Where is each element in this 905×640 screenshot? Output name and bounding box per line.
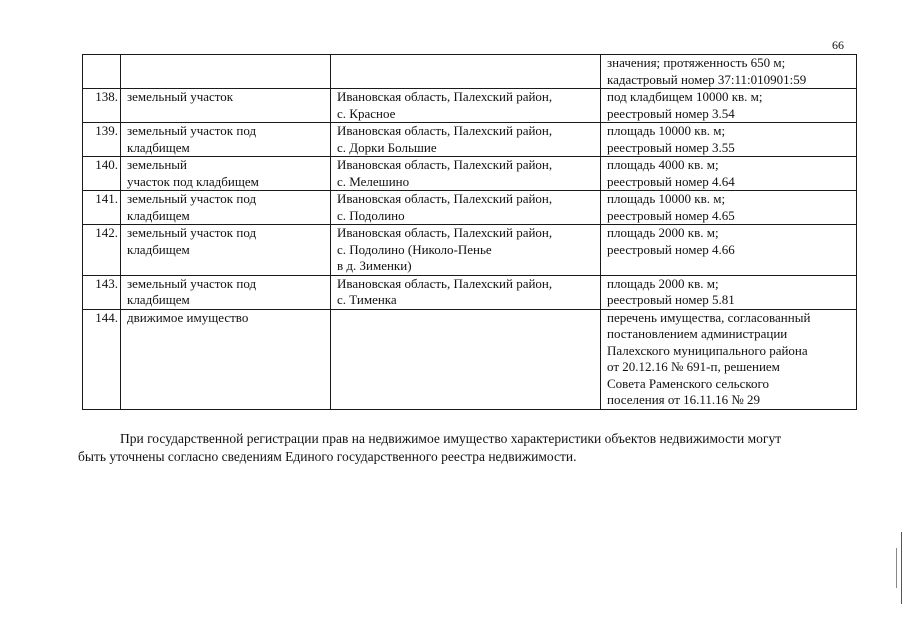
row-number [83,55,121,89]
table-row [83,191,857,225]
table-row [83,123,857,157]
object-address: Ивановская область, Палехский район, с. Красное [331,89,601,123]
footer-line-1: При государственной регистрации прав на недвижимое имущество характеристики объектов недвижимости могут [120,431,782,446]
object-address [331,309,601,409]
object-details: площадь 4000 кв. м; реестровый номер 4.64 [601,157,857,191]
scan-edge-mark [901,532,902,604]
object-details: под кладбищем 10000 кв. м; реестровый номер 3.54 [601,89,857,123]
object-details: площадь 10000 кв. м; реестровый номер 4.65 [601,191,857,225]
row-number: 140. [83,157,121,191]
object-details: площадь 2000 кв. м; реестровый номер 4.66 [601,225,857,276]
row-number: 144. [83,309,121,409]
object-address: Ивановская область, Палехский район, с. Подолино (Николо-Пенье в д. Зименки) [331,225,601,276]
object-details: значения; протяженность 650 м; кадастровый номер 37:11:010901:59 [601,55,857,89]
scan-edge-mark [896,548,897,588]
object-address: Ивановская область, Палехский район, с. Тименка [331,275,601,309]
object-details: площадь 2000 кв. м; реестровый номер 5.81 [601,275,857,309]
table-row [83,157,857,191]
object-name: земельный участок под кладбищем [121,123,331,157]
footer-line-2: быть уточнены согласно сведениям Единого государственного реестра недвижимости. [78,449,577,464]
row-number: 139. [83,123,121,157]
object-name: земельный участок [121,89,331,123]
object-name: движимое имущество [121,309,331,409]
object-name: земельный участок под кладбищем [121,225,331,276]
row-number: 141. [83,191,121,225]
page-number: 66 [832,38,844,52]
table-row [83,89,857,123]
object-name: земельный участок под кладбищем [121,191,331,225]
row-number: 142. [83,225,121,276]
table-row [83,309,857,409]
object-details: перечень имущества, согласованный постановлением администрации Палехского муниципального района от 20.12.16 № 691-п, решением Совета Раменского сельского поселения от 16.11.16 № 29 [601,309,857,409]
object-address [331,55,601,89]
property-registry-table [82,54,857,410]
object-address: Ивановская область, Палехский район, с. Дорки Большие [331,123,601,157]
object-address: Ивановская область, Палехский район, с. Подолино [331,191,601,225]
row-number: 143. [83,275,121,309]
table-row [83,275,857,309]
row-number: 138. [83,89,121,123]
object-name [121,55,331,89]
object-name: земельный участок под кладбищем [121,157,331,191]
footer-note [78,430,864,466]
object-address: Ивановская область, Палехский район, с. Мелешино [331,157,601,191]
object-name: земельный участок под кладбищем [121,275,331,309]
table-row [83,225,857,276]
table-row [83,55,857,89]
object-details: площадь 10000 кв. м; реестровый номер 3.55 [601,123,857,157]
